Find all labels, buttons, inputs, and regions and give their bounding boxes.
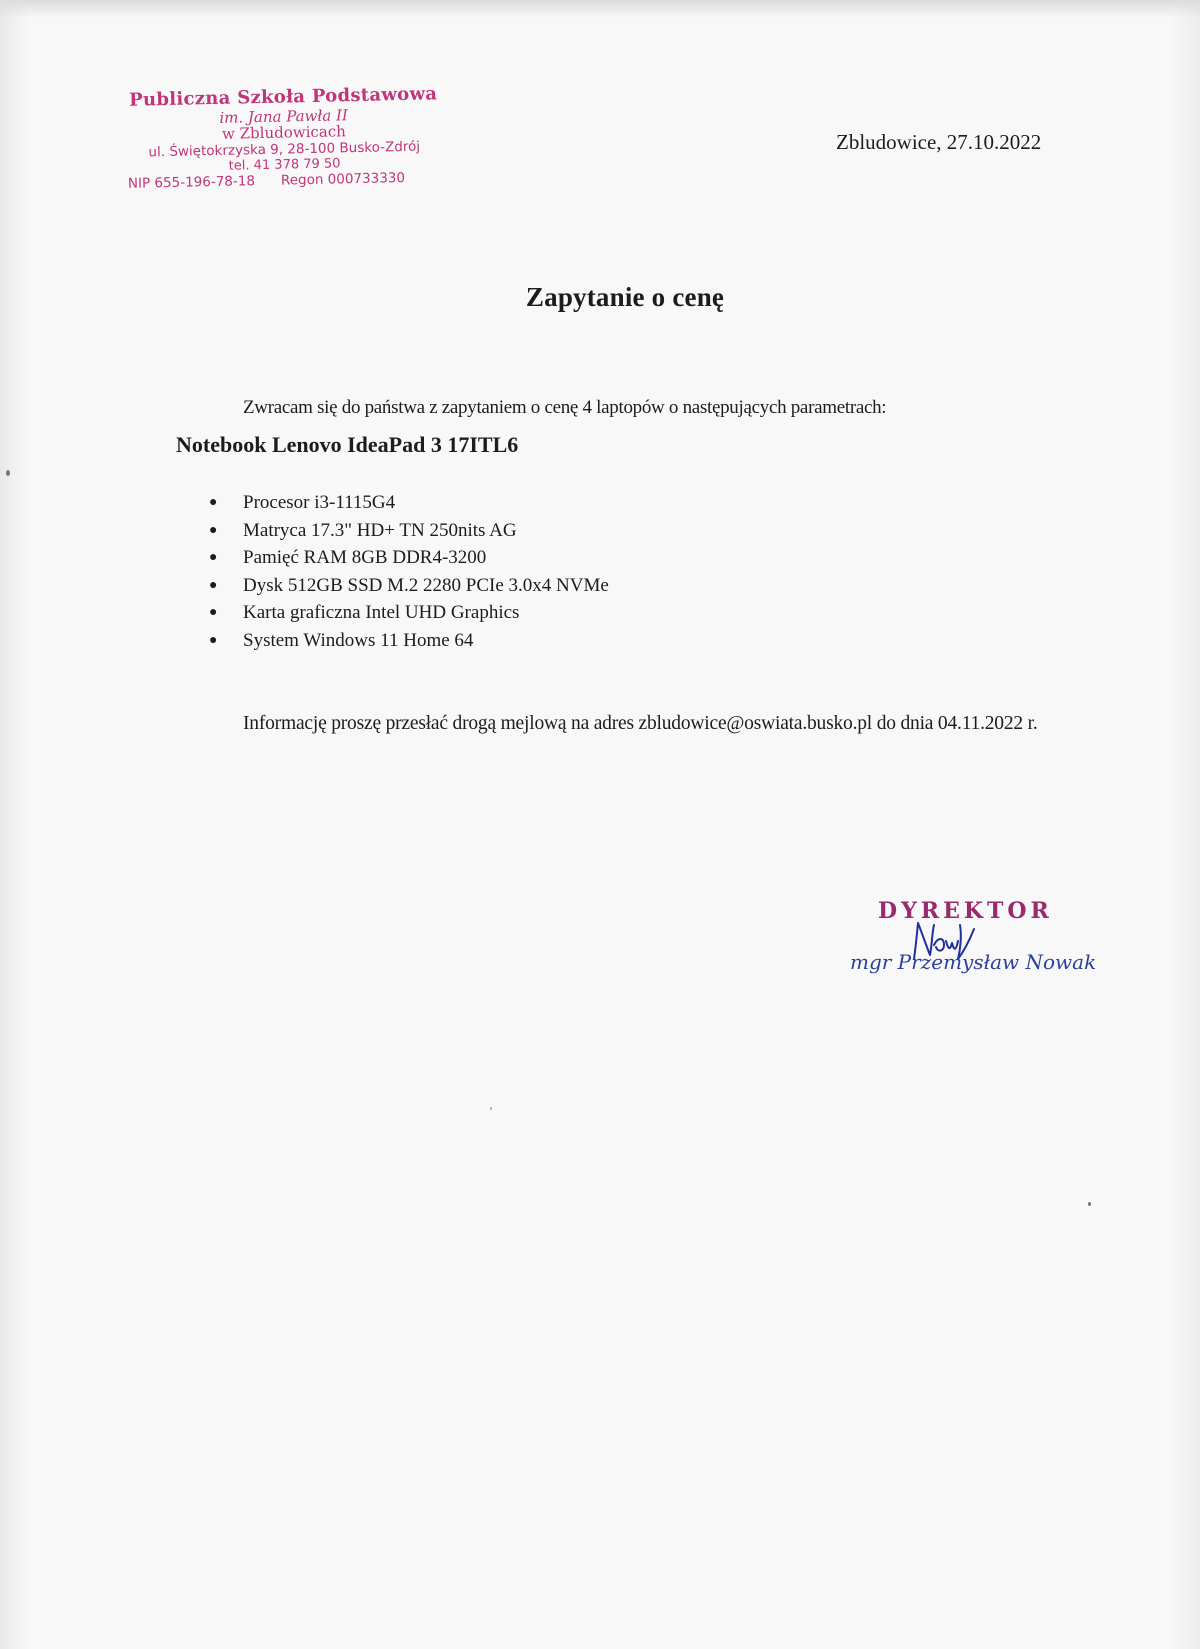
- bullet-icon: ●: [209, 577, 218, 593]
- document-title: Zapytanie o cenę: [525, 282, 725, 312]
- list-item: [206, 627, 609, 655]
- school-stamp: [118, 83, 450, 193]
- scan-speck: [490, 1107, 492, 1110]
- spec-text: System Windows 11 Home 64: [243, 629, 474, 651]
- bullet-icon: ●: [209, 632, 218, 648]
- stamp-locality: w Zbludowicach: [221, 122, 346, 143]
- bullet-icon: ●: [209, 605, 218, 620]
- spec-list: [206, 489, 609, 654]
- intro-paragraph: Zwracam się do państwa z zapytaniem o cenę 4 laptopów o następujących parametrach:: [243, 397, 887, 418]
- bullet-icon: ●: [209, 522, 218, 538]
- stamp-phone: tel. 41 378 79 50: [228, 156, 341, 174]
- stamp-patron: im. Jana Pawła II: [219, 106, 349, 127]
- spec-text: Pamięć RAM 8GB DDR4-3200: [243, 547, 487, 568]
- list-item: [206, 599, 609, 627]
- spec-text: Procesor i3-1115G4: [243, 492, 396, 513]
- stamp-school-name: Publiczna Szkoła Podstawowa: [128, 83, 438, 111]
- director-stamp-role: DYREKTOR: [878, 898, 1053, 924]
- bullet-icon: ●: [209, 550, 218, 565]
- spec-text: Karta graficzna Intel UHD Graphics: [243, 602, 520, 623]
- bullet-icon: ●: [209, 495, 218, 510]
- director-stamp-name: mgr Przemysław Nowak: [850, 950, 1097, 974]
- stamp-nip: NIP 655-196-78-18: [127, 173, 256, 192]
- place-and-date: Zbludowice, 27.10.2022: [836, 130, 1042, 154]
- stamp-address: ul. Świętokrzyska 9, 28-100 Busko-Zdrój: [148, 138, 421, 161]
- scan-edge-shadow: [0, 0, 1200, 18]
- list-item: [206, 489, 609, 517]
- scan-speck: [6, 470, 10, 476]
- spec-text: Matryca 17.3" HD+ TN 250nits AG: [243, 519, 517, 541]
- list-item: [206, 517, 609, 545]
- list-item: [206, 572, 609, 600]
- product-name: Notebook Lenovo IdeaPad 3 17ITL6: [176, 432, 519, 457]
- info-paragraph: Informację proszę przesłać drogą mejlową na adres zbludowice@oswiata.busko.pl do dnia 04.11.2022 r.: [243, 713, 1038, 734]
- list-item: [206, 544, 609, 572]
- spec-text: Dysk 512GB SSD M.2 2280 PCIe 3.0x4 NVMe: [243, 574, 609, 596]
- scan-speck: [1088, 1202, 1091, 1206]
- stamp-regon: Regon 000733330: [280, 170, 406, 189]
